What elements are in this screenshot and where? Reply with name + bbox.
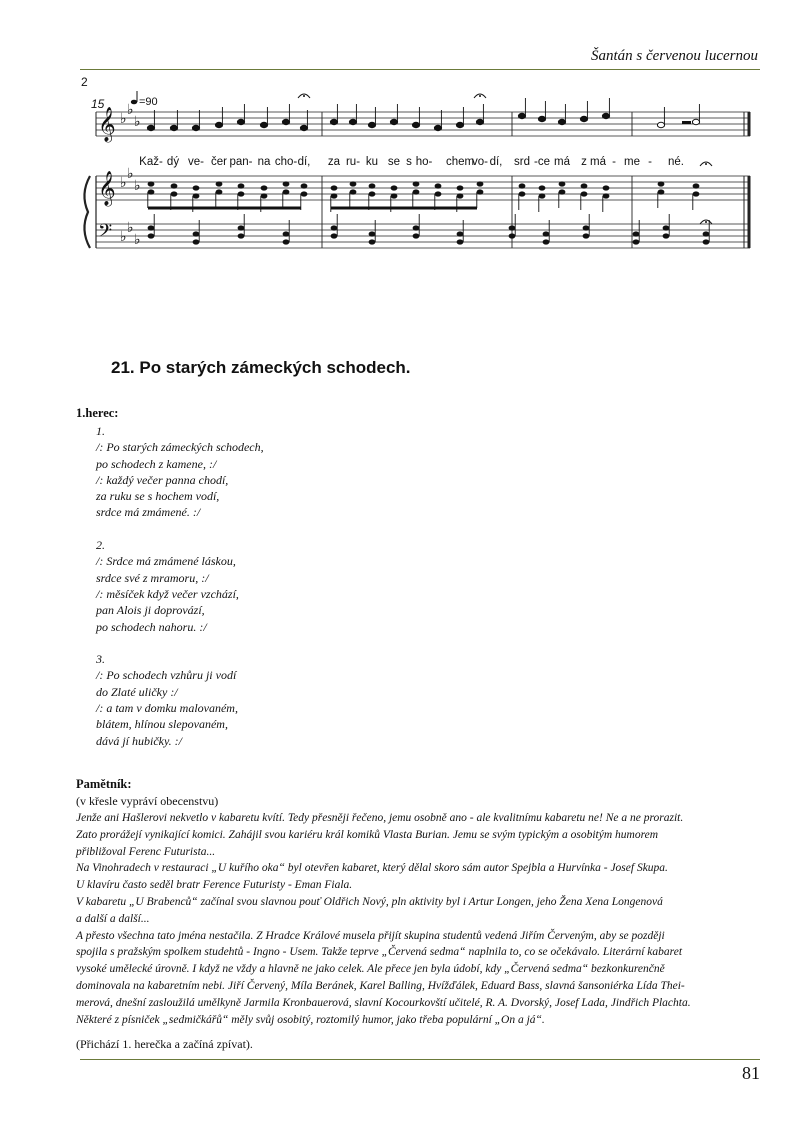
verse-line: /: Po starých zámeckých schodech,	[96, 440, 264, 455]
lyric-syllable: má	[590, 156, 606, 168]
text-line: U klavíru často seděl bratr Ference Futuristy - Eman Fiala.	[76, 879, 353, 892]
bass-note	[457, 231, 464, 236]
note-head	[260, 122, 267, 127]
lyric-syllable: čer	[211, 156, 227, 168]
note-head	[237, 119, 244, 124]
bass-note	[509, 233, 516, 238]
lyric-syllable: za	[327, 156, 341, 168]
fermata-dot	[705, 221, 707, 223]
pametnik-text	[76, 810, 766, 1028]
lyric-syllable: má	[554, 156, 570, 168]
flat-icon: ♭	[127, 102, 134, 118]
chord-note	[559, 189, 566, 194]
chord-note	[581, 183, 588, 188]
chord-note	[283, 189, 290, 194]
lyric-syllable: vo-	[472, 156, 488, 168]
flat-icon: ♭	[134, 232, 141, 248]
chord-note	[171, 191, 178, 196]
chord-note	[457, 193, 464, 198]
bass-note	[193, 239, 200, 244]
chord-note	[391, 185, 398, 190]
chord-note	[350, 189, 357, 194]
note-head	[300, 125, 307, 130]
fermata-dot	[303, 95, 305, 97]
flat-icon: ♭	[120, 229, 127, 245]
chord-note	[519, 183, 526, 188]
role-label: 1.herec:	[76, 406, 119, 420]
running-header-title: Šantán s červenou lucernou	[590, 48, 758, 64]
chord-note	[331, 193, 338, 198]
lyric-syllable: ru-	[345, 156, 361, 168]
chord-note	[539, 185, 546, 190]
chord-note	[539, 193, 546, 198]
note-head	[349, 119, 356, 124]
lyric-syllable: né.	[668, 156, 684, 168]
flat-icon: ♭	[127, 166, 134, 182]
note-head	[412, 122, 419, 127]
measure-number: 15	[91, 97, 105, 111]
lyric-syllable: -	[648, 156, 652, 168]
lyric-syllable: srd	[514, 156, 530, 168]
text-line: Zato prorážejí vynikající komici. Zahájil svou kariéru král komiků Vlasta Burian. Jemu se svým typickým a osobitým humorem	[76, 828, 659, 841]
stanza-number: 3.	[96, 652, 105, 667]
chord-note	[581, 191, 588, 196]
lyrics-row	[139, 156, 684, 168]
bass-note	[238, 225, 245, 230]
note-head	[215, 122, 222, 127]
pametnik-heading: Pamětník:	[76, 777, 132, 791]
text-line: V kabaretu „U Brabenců“ začínal svou slavnou pouť Oldřich Nový, pln aktivity byl i Artur Longen, jeho Žena Xena Longenová	[76, 895, 663, 908]
verse-line: srdce má zmámené. :/	[96, 505, 201, 520]
note-head	[434, 125, 441, 130]
page-number: 81	[742, 1063, 760, 1083]
bass-clef-icon: 𝄢	[98, 221, 113, 246]
treble-clef-icon: 𝄞	[98, 171, 116, 206]
chord-note	[171, 183, 178, 188]
verse-line: /: Srdce má zmámené láskou,	[96, 554, 236, 569]
chord-note	[193, 193, 200, 198]
lyric-syllable: dí,	[489, 156, 503, 168]
verse-line: blátem, hlínou slepovaném,	[96, 717, 228, 732]
bass-note	[703, 239, 710, 244]
note-head	[602, 113, 609, 118]
text-line: Na Vinohradech v restauraci „U kuřího oka“ byl otevřen kabaret, který dělal skoro sám autor Spejbla a Hurvínka - Josef Skupa.	[76, 862, 668, 875]
bass-note	[509, 225, 516, 230]
chord-note	[413, 181, 420, 186]
lyric-syllable: chem	[445, 156, 475, 168]
bass-note	[369, 239, 376, 244]
chord-note	[603, 185, 610, 190]
lyric-syllable: ve-	[188, 156, 204, 168]
lyric-syllable: Kaž-	[139, 156, 163, 168]
rest	[682, 121, 691, 124]
chord-note	[301, 183, 308, 188]
chord-note	[457, 185, 464, 190]
chord-note	[658, 181, 665, 186]
chord-note	[261, 185, 268, 190]
text-line: dominovala na kabaretním nebi. Jiří Červený, Míla Beránek, Karel Balling, Hvížďálek, Eduard Bass, slavná šansoniérka Lída Thei-	[76, 979, 685, 992]
tempo-marking	[131, 91, 158, 108]
bass-note	[413, 233, 420, 238]
flat-icon: ♭	[134, 114, 141, 130]
bass-note	[331, 233, 338, 238]
verse-line: srdce své z mramoru, :/	[96, 570, 209, 585]
note-head	[282, 119, 289, 124]
verse-line: /: každý večer panna chodí,	[96, 472, 229, 487]
lyric-syllable: pan-	[229, 156, 253, 168]
text-line: Jenže ani Hašlerovi nekvetlo v kabaretu kvítí. Tedy přesněji řečeno, jemu osobně ano - ale kvalitnímu kabaretu ne! Ne a ne prorazit.	[76, 812, 684, 824]
note-head	[692, 119, 699, 124]
verse-line: dává jí hubičky. :/	[96, 733, 182, 748]
chord-note	[238, 183, 245, 188]
bass-note	[633, 231, 640, 236]
chord-note	[369, 191, 376, 196]
chord-note	[193, 185, 200, 190]
verse-line: za ruku se s hochem vodí,	[96, 489, 220, 504]
bass-note	[331, 225, 338, 230]
chord-note	[413, 189, 420, 194]
chord-note	[216, 189, 223, 194]
lyric-syllable: me	[624, 156, 640, 168]
flat-icon: ♭	[120, 175, 127, 191]
text-line: a další a další...	[76, 912, 150, 925]
chord-note	[331, 185, 338, 190]
chord-note	[603, 193, 610, 198]
chord-note	[301, 191, 308, 196]
verse-line: po schodech z kamene, :/	[96, 456, 217, 471]
chord-note	[477, 189, 484, 194]
lyric-syllable: dý	[166, 156, 180, 168]
fermata-dot	[705, 163, 707, 165]
bass-note	[238, 233, 245, 238]
text-line: A přesto všechna tato jména nestačila. Z Hradce Králové musela přijít skupina studentů vedená Jiřím Červeným, aby se později	[76, 929, 665, 942]
fermata-dot	[479, 95, 481, 97]
bass-note	[283, 231, 290, 236]
pametnik-subheading: (v křesle vypráví obecenstvu)	[76, 794, 219, 808]
running-header	[80, 42, 760, 70]
chord-note	[477, 181, 484, 186]
lyric-syllable: -	[612, 156, 616, 168]
music-score	[76, 74, 766, 299]
note-head	[580, 116, 587, 121]
flat-icon: ♭	[127, 220, 134, 236]
bass-note	[703, 231, 710, 236]
lyric-syllable: se	[387, 156, 401, 168]
chord-note	[148, 189, 155, 194]
note-head	[390, 119, 397, 124]
lyric-syllable: z	[581, 156, 587, 168]
text-line: Některé z písniček „sedmičkářů“ měly svůj osobitý, roztomilý humor, jako třeba populární „On a já“.	[76, 1013, 545, 1026]
system-number: 2	[81, 75, 88, 89]
verse-line: /: Po schodech vzhůru ji vodí	[96, 668, 237, 683]
flat-icon: ♭	[134, 178, 141, 194]
note-head	[368, 122, 375, 127]
lyric-syllable: ho-	[415, 156, 433, 168]
note-head	[538, 116, 545, 121]
chord-note	[350, 181, 357, 186]
chord-note	[519, 191, 526, 196]
stanza	[96, 651, 264, 749]
chord-note	[261, 193, 268, 198]
brace	[84, 176, 90, 248]
note-head	[456, 122, 463, 127]
note-head	[558, 119, 565, 124]
bass-note	[583, 225, 590, 230]
text-line: merová, dnešní zasloužilá umělkyně Jarmila Kronbauerová, slavní Kocourkovští učitelé, R. A. Dvorský, Josef Lada, Jindřich Plachta.	[76, 996, 691, 1009]
text-line: přibližoval Ferenc Futurista...	[76, 845, 216, 858]
note-head	[192, 125, 199, 130]
footer-rule	[80, 1059, 760, 1060]
clefs	[98, 102, 141, 248]
bass-note	[369, 231, 376, 236]
chord-note	[391, 193, 398, 198]
verses	[96, 423, 264, 765]
lyric-syllable: na	[257, 156, 271, 168]
chord-note	[283, 181, 290, 186]
bass-note	[148, 225, 155, 230]
lyric-syllable: s	[406, 156, 412, 168]
bass-note	[543, 231, 550, 236]
treble-clef-icon: 𝄞	[98, 107, 116, 142]
lyric-syllable: -ce	[534, 156, 550, 168]
stanza-number: 1.	[96, 424, 105, 438]
bass-note	[633, 239, 640, 244]
bass-note	[663, 225, 670, 230]
stage-direction: (Přichází 1. herečka a začíná zpívat).	[76, 1037, 253, 1051]
stanza-number: 2.	[96, 538, 105, 553]
chord-note	[369, 183, 376, 188]
stanza	[96, 423, 264, 521]
stanza	[96, 537, 264, 635]
text-line: vysoké umělecké úrovně. I když ne vždy a hlavně ne jako celek. Ale přece jen byla údobí, kdy „Červená sedma“ bezkonkurenčně	[76, 963, 665, 976]
note-head	[518, 113, 525, 118]
chord-note	[693, 191, 700, 196]
chord-note	[693, 183, 700, 188]
bass-note	[663, 233, 670, 238]
bass-note	[583, 233, 590, 238]
verse-line: pan Alois ji doprovází,	[96, 603, 205, 618]
lyric-syllable: cho-	[274, 156, 298, 168]
verse-line: /: a tam v domku malovaném,	[96, 701, 238, 716]
text-line: spojila s pražským spolkem studehtů - Ingno - Usem. Takže teprve „Červená sedma“ naplnila to, co se očekávalo. Literární kabaret	[76, 946, 683, 959]
verse-line: do Zlaté uličky :/	[96, 684, 178, 699]
chord-note	[559, 181, 566, 186]
lyric-syllable: dí,	[297, 156, 311, 168]
bass-note	[457, 239, 464, 244]
verse-line: /: měsíček když večer vzchází,	[96, 586, 239, 601]
bass-note	[413, 225, 420, 230]
note-head	[147, 125, 154, 130]
chord-note	[238, 191, 245, 196]
bass-note	[543, 239, 550, 244]
bass-note	[283, 239, 290, 244]
header-rule	[80, 69, 760, 70]
tempo-value: =90	[139, 96, 158, 108]
bass-note	[148, 233, 155, 238]
note-head	[476, 119, 483, 124]
lyric-syllable: ku	[365, 156, 379, 168]
chord-note	[658, 189, 665, 194]
note-head	[170, 125, 177, 130]
verse-line: po schodech nahoru. :/	[96, 619, 207, 634]
flat-icon: ♭	[120, 111, 127, 127]
notes	[147, 94, 712, 245]
chord-note	[435, 191, 442, 196]
note-head	[657, 122, 664, 127]
chord-note	[435, 183, 442, 188]
song-title: 21. Po starých zámeckých schodech.	[111, 358, 411, 377]
note-head	[330, 119, 337, 124]
chord-note	[148, 181, 155, 186]
bass-note	[193, 231, 200, 236]
chord-note	[216, 181, 223, 186]
